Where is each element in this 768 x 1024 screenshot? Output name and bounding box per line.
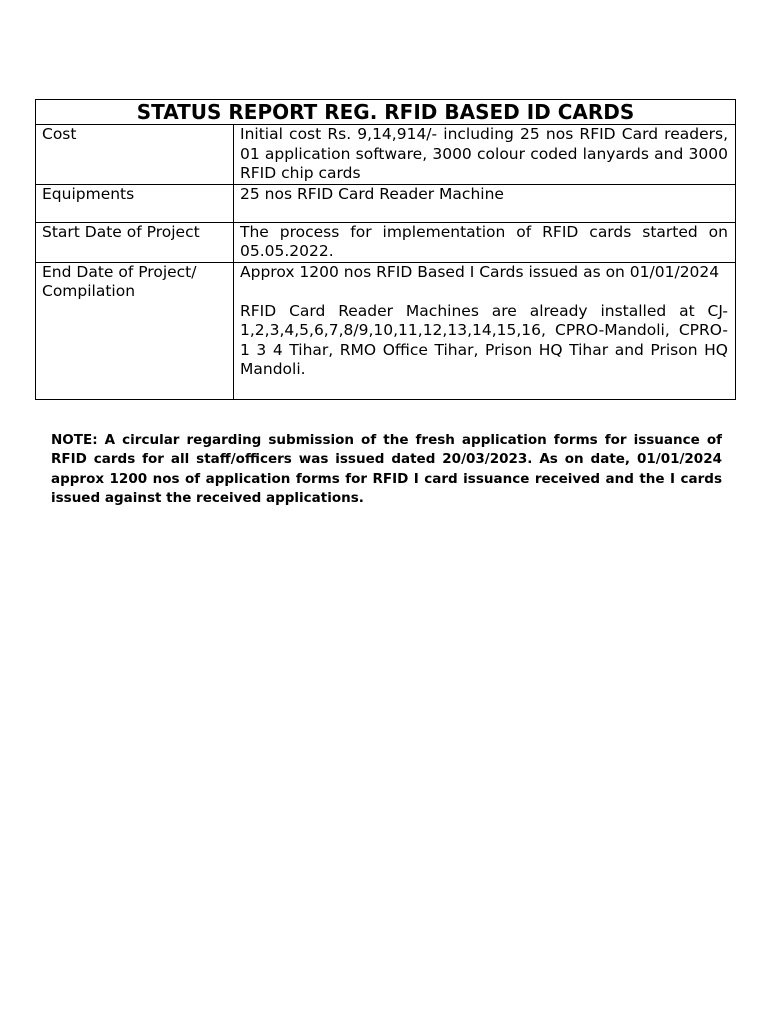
status-report-table — [35, 99, 736, 400]
row-value-cost: Initial cost Rs. 9,14,914/- including 25 nos RFID Card readers, 01 application software, 3000 colour coded lanyards and 3000 RFID chip cards — [234, 125, 736, 185]
table-row-end-date — [36, 262, 736, 399]
row-value-end-date-para2: RFID Card Reader Machines are already installed at CJ-1,2,3,4,5,6,7,8/9,10,11,12,13,14,15,16, CPRO-Mandoli, CPRO-1 3 4 Tihar, RMO Office Tihar, Prison HQ Tihar and Prison HQ Mandoli. — [240, 301, 728, 378]
row-label-start-date: Start Date of Project — [36, 222, 234, 262]
table-title-row — [36, 100, 736, 125]
row-value-start-date: The process for implementation of RFID cards started on 05.05.2022. — [234, 222, 736, 262]
report-title: STATUS REPORT REG. RFID BASED ID CARDS — [36, 100, 736, 125]
note-paragraph: NOTE: A circular regarding submission of the fresh application forms for issuance of RFID cards for all staff/officers was issued dated 20/03/2023. As on date, 01/01/2024 approx 1200 nos of application forms for RFID I card issuance received and the I cards issued against the received applications. — [51, 432, 722, 506]
row-label-end-date-line1: End Date of Project/ — [42, 262, 197, 281]
row-value-equipments: 25 nos RFID Card Reader Machine — [234, 184, 736, 222]
row-label-end-date-line2: Compilation — [42, 282, 136, 300]
row-label-cost: Cost — [36, 125, 234, 185]
table-row-cost — [36, 125, 736, 185]
row-value-end-date — [234, 262, 736, 399]
row-value-end-date-para1: Approx 1200 nos RFID Based I Cards issued as on 01/01/2024 — [240, 262, 720, 281]
row-label-end-date — [36, 262, 234, 399]
paragraph-gap — [240, 282, 728, 302]
row-label-equipments: Equipments — [36, 184, 234, 222]
table-row-start-date — [36, 222, 736, 262]
table-row-equipments — [36, 184, 736, 222]
